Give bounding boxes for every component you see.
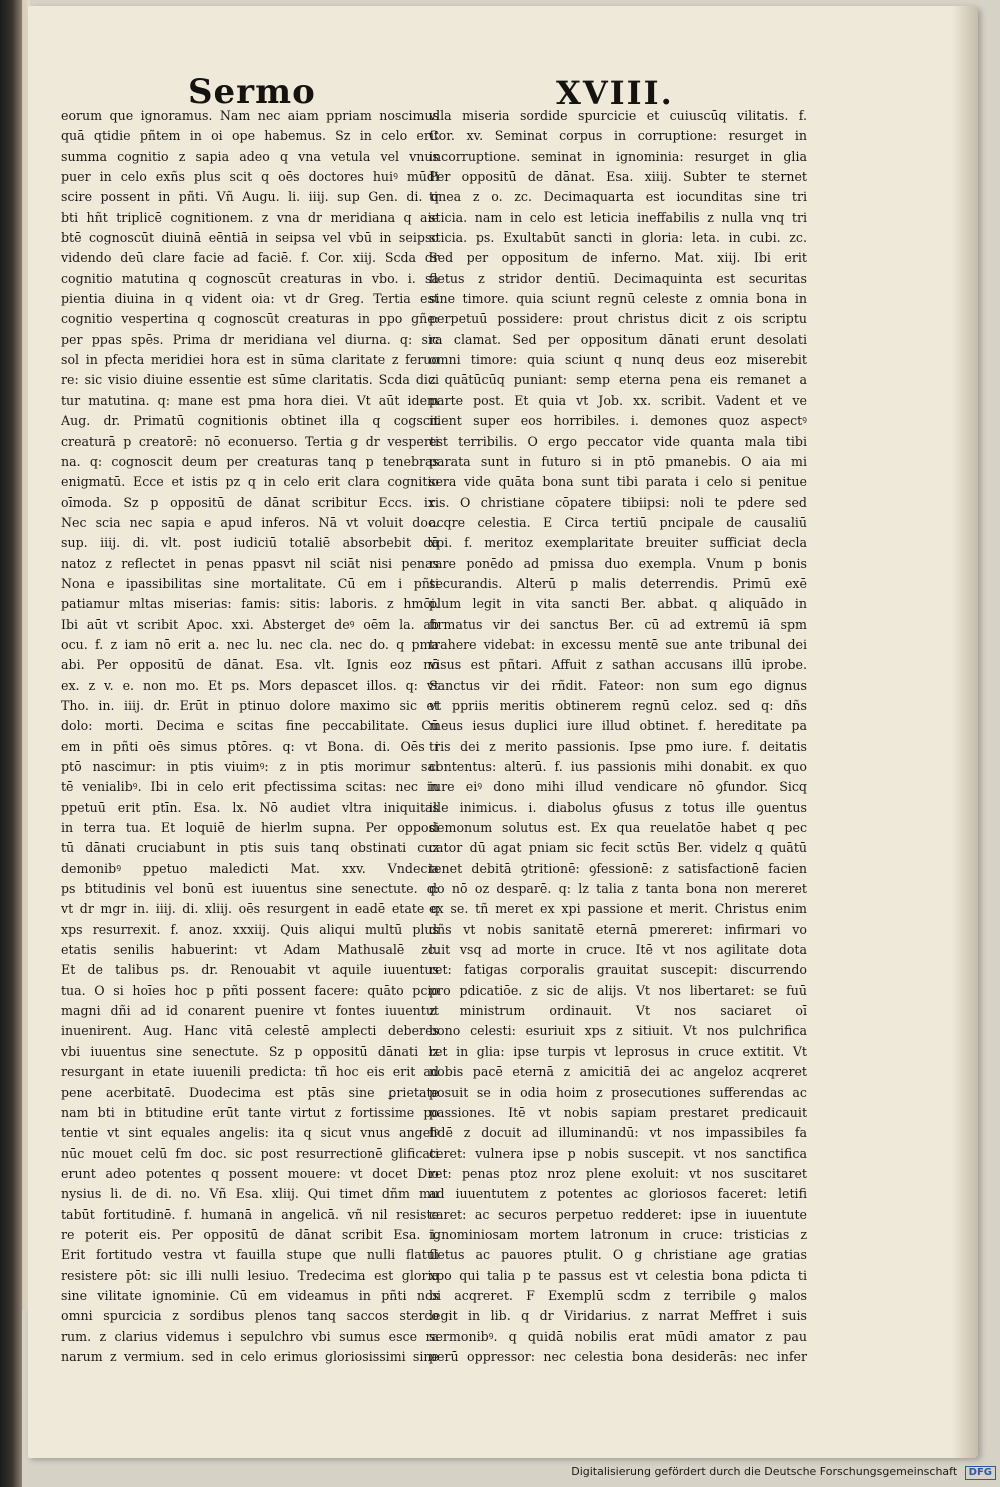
- dfg-logo: DFG: [965, 1466, 996, 1480]
- text-line: ille inimicus. i. diabolus ꝯfusus z totus ille ꝯuentus: [429, 799, 807, 815]
- text-line: tur matutina. q: mane est pma hora diei. Vt aūt idem: [61, 392, 439, 408]
- text-line: ex se. tñ meret ex xpi passione et merit. Christus enim: [429, 901, 807, 917]
- text-line: nūc mouet celū fm doc. sic post resurrectionē glificati: [61, 1145, 439, 1161]
- book-binding: [0, 0, 22, 1487]
- text-line: tinea z o. zc. Decimaquarta est iocunditas sine tri: [429, 189, 807, 205]
- text-line: btē cognoscūt diuinā eēntiā in seipsa vel vbū in seipso: [61, 230, 439, 246]
- text-line: xpi. f. meritoz exemplaritate breuiter sufficiat decla: [429, 535, 807, 551]
- text-line: scire possent in pñti. Vñ Augu. li. iiij. sup Gen. di. q: [61, 189, 439, 205]
- text-line: oīmoda. Sz p oppositū de dānat scribitur Eccs. ix.: [61, 494, 439, 510]
- text-line: pientia diuina in q vident oia: vt dr Greg. Tertia est: [61, 291, 439, 307]
- text-line: legit in lib. q dr Viridarius. z narrat Meffret i suis: [429, 1308, 807, 1324]
- text-line: Sanctus vir dei rñdit. Fateor: non sum ego dignus: [429, 677, 807, 693]
- digitization-credit: [571, 1465, 996, 1480]
- text-line: vt ppriis meritis obtinerem regnū celoz. sed q: dñs: [429, 697, 807, 713]
- text-line: parata sunt in futuro si in ptō pmanebis. O aia mi: [429, 453, 807, 469]
- text-line: trahere videbat: in excessu mentē sue ante tribunal dei: [429, 636, 807, 652]
- text-line: demonum solutus est. Ex qua reuelatōe habet q pec: [429, 820, 807, 836]
- text-line: meus iesus duplici iure illud obtinet. f. hereditate pa: [429, 718, 807, 734]
- text-line: ppetuū erit ptīn. Esa. lx. Nō audiet vltra iniquitas: [61, 799, 439, 815]
- text-line: sol in pfecta meridiei hora est in sūma claritate z feruo: [61, 352, 439, 368]
- text-line: luit vsq ad morte in cruce. Itē vt nos agilitate dota: [429, 942, 807, 958]
- text-line: patiamur mltas miserias: famis: sitis: laboris. z hmōi.: [61, 596, 439, 612]
- text-line: perū oppressor: nec celestia bona desiderās: nec infer: [429, 1348, 807, 1364]
- text-line: bti hñt triplicē cognitionem. z vna dr meridiana q aie: [61, 209, 439, 225]
- text-line: dolo: morti. Decima e scitas fine peccabilitate. Cū: [61, 718, 439, 734]
- text-line: videndo deū clare facie ad faciē. f. Cor. xiij. Scda dr: [61, 250, 439, 266]
- text-line: pro pdicatiōe. z sic de alijs. Vt nos libertaret: se fuū: [429, 982, 807, 998]
- text-line: vt dr mgr in. iiij. di. xliij. oēs resurgent in eadē etate q: [61, 901, 439, 917]
- text-line: bi acqreret. F Exemplū scdm z terribile ꝯ malos: [429, 1287, 807, 1303]
- text-line: re poterit eis. Per oppositū de dānat scribit Esa. i.: [61, 1226, 439, 1242]
- text-line: re: sic visio diuine essentie est sūme claritatis. Scda dici: [61, 372, 439, 388]
- text-line: securandis. Alterū p malis deterrendis. Primū exē: [429, 575, 807, 591]
- text-line: cator dū agat pniam sic fecit sctūs Ber. videlz q quātū: [429, 840, 807, 856]
- text-line: ptō nascimur: in ptis viuimꝰ: z in ptis morimur sal: [61, 759, 439, 774]
- text-line: tris dei z merito passionis. Ipse pmo iure. f. deitatis: [429, 738, 807, 754]
- text-line: omni spurcicia z sordibus plenos tanq saccos sterco: [61, 1308, 439, 1324]
- text-line: cognitio vespertina q cognoscūt creaturas in ppo gñe:: [61, 311, 439, 327]
- text-line: perpetuū possidere: prout christus dicit z ois scriptu: [429, 311, 807, 327]
- text-line: dñs vt nobis sanitatē eternā pmereret: infirmari vo: [429, 921, 807, 937]
- text-line: Aug. dr. Primatū cognitionis obtinet illa q cogscit: [61, 413, 439, 429]
- text-line: enigmatū. Ecce et istis pz q in celo erit clara cognitio: [61, 474, 439, 490]
- text-line: Nona e ipassibilitas sine mortalitate. Cū em i pñti: [61, 575, 439, 591]
- text-line: rare ponēdo ad pmissa duo exempla. Vnum p bonis: [429, 555, 807, 571]
- text-line: tua. O si hoīes hoc p pñti possent facere: quāto pcio: [61, 982, 439, 998]
- text-line: Nec scia nec sapia e apud inferos. Nā vt voluit doc.: [61, 514, 439, 530]
- text-line: nam bti in btitudine erūt tante virtut z fortissime po: [61, 1104, 439, 1120]
- text-line: parte post. Et quia vt Job. xx. scribit. Vadent et ve: [429, 392, 807, 408]
- page-edge-shadow: [952, 6, 978, 1458]
- text-line: sine timore. quia sciunt regnū celeste z omnia bona in: [429, 291, 807, 307]
- text-line: sera vide quāta bona sunt tibi parata i celo si penitue: [429, 474, 807, 490]
- text-line: resurgant in etate iuuenili predicta: tñ hoc eis erit ad: [61, 1064, 439, 1080]
- text-line: posuit se in odia hoim z prosecutiones sufferendas ac: [429, 1084, 807, 1100]
- text-line: vbi iuuentus sine senectute. Sz p oppositū dānati lz: [61, 1043, 439, 1059]
- text-line: vlla miseria sordide spurcicie et cuiuscūq vilitatis. f.: [429, 108, 807, 123]
- text-line: abi. Per oppositū de dānat. Esa. vlt. Ignis eoz nō: [61, 657, 439, 673]
- text-line: nobis pacē eternā z amicitiā dei ac angeloz acqreret: [429, 1064, 807, 1080]
- text-line: fletus ac pauores ptulit. O g christiane age gratias: [429, 1247, 807, 1263]
- text-line: caret: ac securos perpetuo redderet: ipse in iuuentute: [429, 1206, 807, 1222]
- text-line: z ministrum ordinauit. Vt nos saciaret oī: [429, 1003, 807, 1019]
- text-line: z quātūcūq puniant: semp eterna pena eis remanet a: [429, 372, 807, 388]
- text-line: erunt adeo potentes q possent mouere: vt docet Dio: [61, 1165, 439, 1181]
- text-line: na. q: cognoscit deum per creaturas tanq p tenebras: [61, 453, 439, 469]
- text-line: tentie vt sint equales angelis: ita q sicut vnus angelꝰ: [61, 1125, 439, 1141]
- text-line: fidē z docuit ad illuminandū: vt nos impassibiles fa: [429, 1125, 807, 1141]
- text-line: nient super eos horribiles. i. demones quoz aspectꝰ: [429, 413, 807, 429]
- running-title: Sermo: [188, 72, 316, 112]
- text-line: ps btitudinis vel bonū est iuuentus sine senectute. q:: [61, 881, 439, 897]
- credit-text: Digitalisierung gefördert durch die Deutsche Forschungsgemeinschaft: [571, 1465, 958, 1478]
- text-line: sine vilitate ignominie. Cū em videamus in pñti nos: [61, 1287, 439, 1303]
- text-line: narum z vermium. sed in celo erimus gloriosissimi sine: [61, 1348, 439, 1364]
- text-line: sermonibꝰ. q quidā nobilis erat mūdi amator z pau: [429, 1328, 807, 1344]
- text-line: est terribilis. O ergo peccator vide quanta mala tibi: [429, 433, 807, 449]
- text-line: rum. z clarius videmus i sepulchro vbi sumus esce ra: [61, 1328, 439, 1344]
- text-column-right: [429, 106, 807, 1367]
- text-line: sticia. nam in celo est leticia ineffabilis z nulla vnq tri: [429, 209, 807, 225]
- text-line: pene acerbitatē. Duodecima est ptās sine ꝑrietate: [61, 1084, 439, 1100]
- text-line: plum legit in vita sancti Ber. abbat. q aliquādo in: [429, 596, 807, 612]
- text-line: omni timore: quia sciunt q nunq deus eoz miserebit: [429, 352, 807, 368]
- text-line: etatis senilis habuerint: vt Adam Mathusalē zc.: [61, 942, 439, 958]
- text-column-left: [61, 106, 439, 1367]
- text-line: creaturā p creatorē: nō econuerso. Tertia g dr vesperti: [61, 433, 439, 449]
- text-line: acqre celestia. E Circa tertiū pncipale de causaliū: [429, 514, 807, 530]
- text-line: per ppas spēs. Prima dr meridiana vel diurna. q: sic: [61, 331, 439, 347]
- text-line: ad iuuentutem z potentes ac gloriosos faceret: letifi: [429, 1186, 807, 1202]
- book-page: [28, 6, 978, 1458]
- text-line: do nō oz desparē. q: lz talia z tanta bona non mereret: [429, 881, 807, 897]
- text-line: eorum que ignoramus. Nam nec aiam ppriam noscimus: [61, 108, 439, 123]
- text-line: tū dānati cruciabunt in ptis suis tanq obstinati cuz: [61, 840, 439, 856]
- text-line: ret: penas ptoz nroz plene exoluit: vt nos suscitaret: [429, 1165, 807, 1181]
- text-line: iure eiꝰ dono mihi illud vendicare nō ꝯfundor. Sicq: [429, 779, 807, 795]
- text-line: puer in celo exñs plus scit q oēs doctores huiꝰ mūdi: [61, 169, 439, 185]
- text-line: tenet debitā ꝯtritionē: ꝯfessionē: z satisfactionē facien: [429, 860, 807, 876]
- text-line: cognitio matutina q cognoscūt creaturas in vbo. i. sa: [61, 270, 439, 286]
- text-line: Sed per oppositum de inferno. Mat. xiij. Ibi erit: [429, 250, 807, 266]
- text-line: ret: fatigas corporalis grauitat suscepit: discurrendo: [429, 962, 807, 978]
- text-line: Per oppositū de dānat. Esa. xiiij. Subter te sternet: [429, 169, 807, 185]
- text-line: sup. iiij. di. vlt. post iudiciū totaliē absorbebit dā: [61, 535, 439, 551]
- text-line: summa cognitio z sapia adeo q vna vetula vel vnus: [61, 148, 439, 164]
- text-line: bono celesti: esuriuit xps z sitiuit. Vt nos pulchrifica: [429, 1023, 807, 1039]
- text-line: ra clamat. Sed per oppositum dānati erunt desolati: [429, 331, 807, 347]
- text-line: ceret: vulnera ipse p nobis suscepit. vt nos sanctifica: [429, 1145, 807, 1161]
- text-line: xps resurrexit. f. anoz. xxxiij. Quis aliqui multū plus: [61, 921, 439, 937]
- text-line: Et de talibus ps. dr. Renouabit vt aquile iuuentus: [61, 962, 439, 978]
- text-line: ex. z v. e. non mo. Et ps. Mors depascet illos. q: vt: [61, 677, 439, 693]
- text-line: demonibꝰ ppetuo maledicti Mat. xxv. Vndecia: [61, 860, 439, 876]
- text-line: resistere pōt: sic illi nulli lesiuo. Tredecima est gloria: [61, 1267, 439, 1283]
- folio-number: XVIII.: [556, 74, 674, 112]
- text-line: ret in glia: ipse turpis vt leprosus in cruce extitit. Vt: [429, 1043, 807, 1059]
- text-line: firmatus vir dei sanctus Ber. cū ad extremū iā spm: [429, 616, 807, 632]
- text-line: Tho. in. iiij. dr. Erūt in ptinuo dolore maximo sic et: [61, 697, 439, 713]
- text-line: xpo qui talia p te passus est vt celestia bona pdicta ti: [429, 1267, 807, 1283]
- text-line: natoz z reflectet in penas ppasvt nil sciāt nisi penas: [61, 555, 439, 571]
- text-line: visus est pñtari. Affuit z sathan accusans illū iprobe.: [429, 657, 807, 673]
- text-line: Erit fortitudo vestra vt fauilla stupe que nulli flatui: [61, 1247, 439, 1263]
- text-line: em in pñti oēs simus ptōres. q: vt Bona. di. Oēs i: [61, 738, 439, 754]
- text-line: fletus z stridor dentiū. Decimaquinta est securitas: [429, 270, 807, 286]
- text-line: tē venialibꝰ. Ibi in celo erit pfectissima scitas: nec in: [61, 779, 439, 795]
- text-line: magni dñi ad id conarent puenire vt fontes iuuentut: [61, 1003, 439, 1019]
- text-line: inuenirent. Aug. Hanc vitā celestē amplecti deberes: [61, 1023, 439, 1039]
- text-line: in terra tua. Et loquiē de hierlm supna. Per opposi: [61, 820, 439, 836]
- text-line: nysius li. de di. no. Vñ Esa. xliij. Qui timet dñm mu: [61, 1186, 439, 1202]
- text-line: contentus: alterū. f. ius passionis mihi donabit. ex quo: [429, 759, 807, 774]
- text-line: quā qtidie pñtem in oi ope habemus. Sz in celo erit: [61, 128, 439, 144]
- text-line: Ibi aūt vt scribit Apoc. xxi. Absterget deꝰ oēm la. ab: [61, 616, 439, 632]
- text-line: ignominiosam mortem latronum in cruce: tristicias z: [429, 1226, 807, 1242]
- text-line: sticia. ps. Exultabūt sancti in gloria: leta. in cubi. zc.: [429, 230, 807, 246]
- text-line: ocu. f. z iam nō erit a. nec lu. nec cla. nec do. q pma: [61, 636, 439, 652]
- text-line: passiones. Itē vt nobis sapiam prestaret predicauit: [429, 1104, 807, 1120]
- text-line: ris. O christiane cōpatere tibiipsi: noli te pdere sed: [429, 494, 807, 510]
- text-line: tabūt fortitudinē. f. humanā in angelicā. vñ nil resiste: [61, 1206, 439, 1222]
- text-line: Cor. xv. Seminat corpus in corruptione: resurget in: [429, 128, 807, 144]
- text-line: incorruptione. seminat in ignominia: resurget in glia: [429, 148, 807, 164]
